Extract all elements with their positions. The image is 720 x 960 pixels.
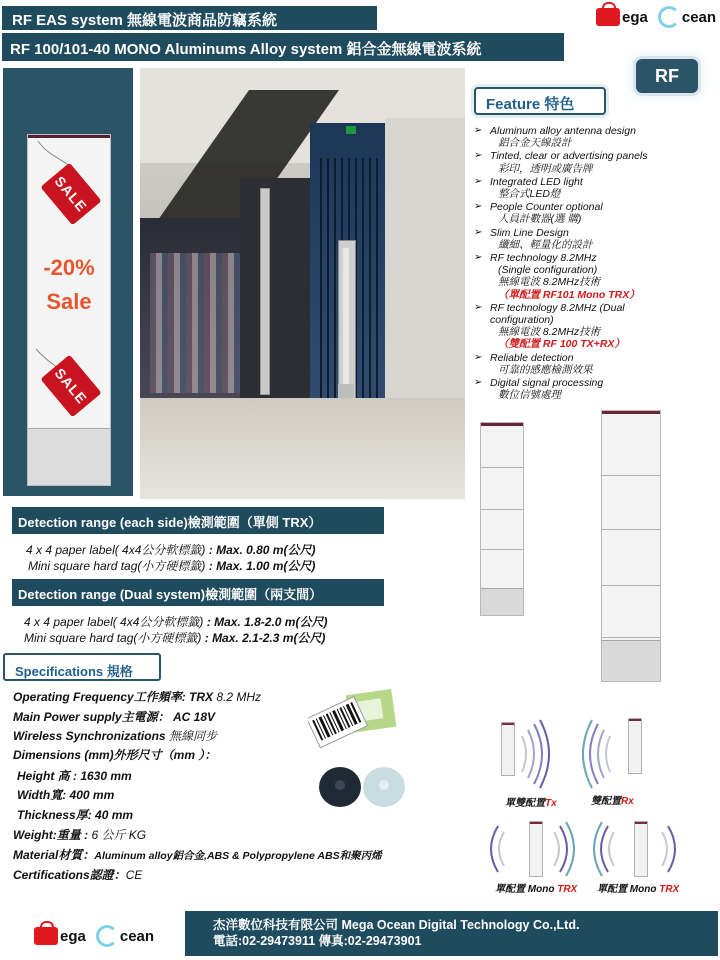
spec-material: Material材質：Aluminum alloy鋁合金,ABS & Polypropylene ABS和聚丙烯 (13, 848, 382, 862)
list-item: ➢ Aluminum alloy antenna design 鋁合金天線設計 (474, 125, 714, 149)
footer-company: 杰洋數位科技有限公司 Mega Ocean Digital Technology Co.,Ltd. (213, 918, 580, 932)
detection-dual-header: Detection range (Dual system)檢測範圍（兩支間） (12, 579, 384, 606)
shopping-bag-icon (34, 927, 58, 945)
sale-word: Sale (46, 289, 92, 314)
left-product-panel (3, 68, 133, 496)
sale-tag-top: SALE (40, 163, 101, 226)
footer-phone-fax: 電話:02-29473911 傳真:02-29473901 (213, 934, 422, 948)
paper-label-icon (308, 688, 404, 752)
rf-badge: RF (636, 59, 698, 93)
spec-thickness: Thickness厚: 40 mm (17, 808, 134, 822)
list-item: ➢ Reliable detection 可靠的感應檢測效果 (474, 352, 714, 376)
list-item: ➢ RF technology 8.2MHz (Dual configuration) 無線電波 8.2MHz技術 （雙配置 RF 100 TX+RX） (474, 302, 714, 351)
list-item: ➢ Integrated LED light 整合式LED燈 (474, 176, 714, 200)
company-logo-top (596, 6, 716, 28)
detection-dual-line2: Mini square hard tag(小方硬標籤) : Max. 2.1-2.3 m(公尺) (24, 631, 326, 645)
spec-height: Height 高 : 1630 mm (17, 769, 132, 783)
shopping-bag-icon (596, 8, 620, 26)
list-item: ➢ People Counter optional 人員計數器(選 購) (474, 201, 714, 225)
mini-gate-mono-2 (634, 821, 648, 877)
caption-dual-rx: 雙配置Rx (591, 796, 634, 807)
caption-mono-2: 單配置 Mono TRX (597, 884, 680, 895)
spec-wireless: Wireless Synchronizations 無線同步 (13, 729, 217, 743)
caption-mono-1: 單配置 Mono TRX (495, 884, 578, 895)
logo-text-mega: ega (622, 8, 648, 26)
detection-dual-line1: 4 x 4 paper label( 4x4公分軟標籤) : Max. 1.8-2.0 m(公尺) (24, 615, 328, 629)
detection-single-line2: Mini square hard tag(小方硬標籤) : Max. 1.00 m(公尺) (28, 559, 316, 573)
spec-certifications: Certifications認證：CE (13, 868, 143, 882)
hard-tag-icon (318, 763, 408, 811)
spec-weight: Weight:重量 : 6 公斤 KG (13, 828, 147, 842)
detection-single-line1: 4 x 4 paper label( 4x4公分軟標籤) : Max. 0.80 m(公尺) (26, 543, 316, 557)
discount-text: -20% (43, 255, 95, 280)
mini-gate-mono-1 (529, 821, 543, 877)
gate-small-illustration (480, 422, 524, 616)
mini-gate-rx (628, 718, 642, 774)
spec-frequency: Operating Frequency工作頻率: TRX 8.2 MHz (13, 690, 262, 704)
list-item: ➢ Slim Line Design 纖細、輕量化的設計 (474, 227, 714, 251)
feature-list (474, 125, 714, 402)
logo-text-ocean: cean (119, 927, 155, 945)
logo-text-mega: ega (60, 927, 86, 945)
spec-power: Main Power supply主電源： AC 18V (13, 710, 216, 724)
list-item: ➢ Digital signal processing 數位信號處理 (474, 377, 714, 401)
mini-gate-tx (501, 722, 515, 776)
list-item: ➢ Tinted, clear or advertising panels 彩印，透明或廣告牌 (474, 150, 714, 174)
caption-dual-tx: 單雙配置Tx (505, 798, 557, 809)
mono-config-diagram (484, 818, 690, 880)
sale-tag-bottom: SALE (40, 355, 101, 418)
detection-single-header: Detection range (each side)檢測範圍（單側 TRX） (12, 507, 384, 534)
company-logo-bottom (34, 925, 154, 947)
logo-text-ocean: cean (681, 8, 717, 26)
spec-dimensions: Dimensions (mm)外形尺寸（mm ）： (13, 748, 217, 762)
header-title-line2: RF 100/101-40 MONO Aluminums Alloy system 鋁合金無線電波系統 (2, 33, 564, 61)
ocean-ring-icon (96, 925, 118, 947)
gate-illustration (27, 134, 111, 486)
specifications-header: Specifications 規格 (3, 653, 161, 681)
ocean-ring-icon (658, 6, 680, 28)
store-entrance-photo (140, 68, 465, 499)
spec-width: Width寬: 400 mm (17, 788, 115, 802)
feature-header: Feature 特色 (474, 87, 606, 115)
header-title-line1: RF EAS system 無線電波商品防竊系統 (2, 6, 377, 30)
list-item: ➢ RF technology 8.2MHz (Single configuration) 無線電波 8.2MHz技術 （單配置 RF101 Mono TRX） (474, 252, 714, 301)
footer-contact (185, 911, 718, 956)
gate-large-illustration (601, 410, 661, 682)
